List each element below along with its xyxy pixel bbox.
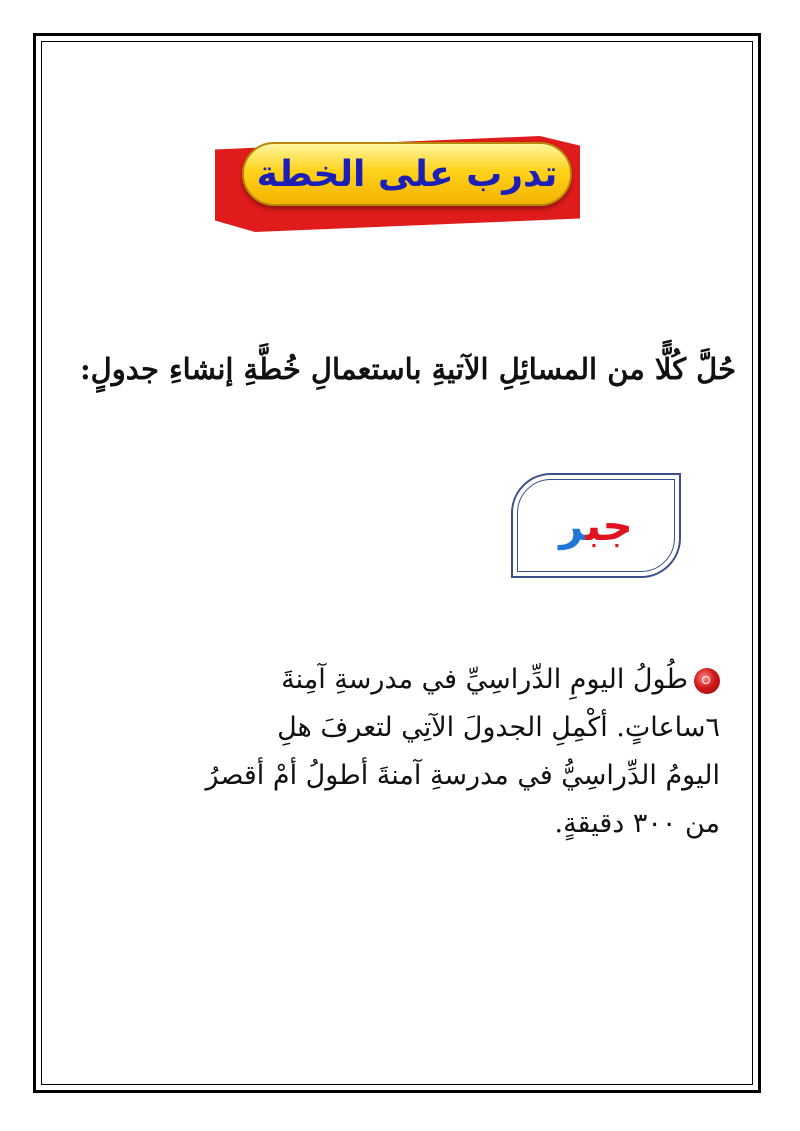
problem-line-1-text: طُولُ اليومِ الدِّراسِيِّ في مدرسةِ آمِنةَ bbox=[281, 664, 688, 695]
subject-tag-red-part: جب bbox=[585, 501, 633, 550]
problem-line-3: اليومُ الدِّراسِيُّ في مدرسةِ آمنةَ أطولُ أمْ أقصرُ bbox=[205, 760, 720, 791]
problem-line-4: من ٣٠٠ دقيقةٍ. bbox=[554, 808, 720, 839]
problem-block bbox=[120, 656, 720, 848]
instruction-text: حُلَّ كُلًّا من المسائِلِ الآتيةِ باستعمالِ خُطَّةِ إنشاءِ جدولٍ: bbox=[79, 352, 736, 386]
problem-line-2: ٦ساعاتٍ. أكْمِلِ الجدولَ الآتِي لتعرفَ هلِ bbox=[277, 712, 720, 743]
subject-tag-label bbox=[559, 501, 633, 550]
subject-tag-inner bbox=[517, 479, 675, 572]
problem-line-1 bbox=[120, 656, 720, 704]
banner-pill bbox=[242, 142, 572, 206]
problem-number-badge-icon bbox=[694, 668, 720, 694]
banner-title: تدرب على الخطة bbox=[256, 153, 558, 195]
subject-tag bbox=[511, 473, 681, 578]
section-banner bbox=[215, 128, 585, 238]
subject-tag-blue-part: ر bbox=[559, 501, 586, 550]
